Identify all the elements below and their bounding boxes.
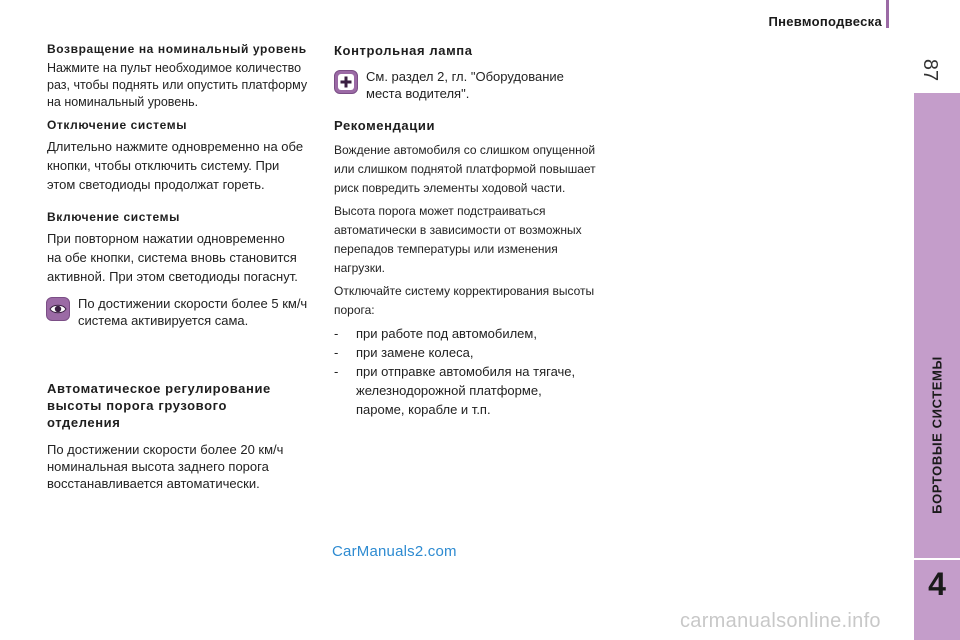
section-text: При повторном нажатии одновременно на обе кнопки, система вновь становится активной. При этом светодиоды погаснут. <box>47 231 298 284</box>
section-nominal-level <box>47 42 327 111</box>
section-title: Автоматическое регулирование высоты порога грузового отделения <box>47 381 271 430</box>
rec-bullet-list <box>334 324 614 419</box>
section-auto-threshold <box>47 380 327 492</box>
recommendations-body <box>334 141 614 419</box>
section-title: Включение системы <box>47 210 180 224</box>
watermark-carmanualsonline: carmanualsonline.info <box>680 610 881 632</box>
chapter-title: Пневмоподвеска <box>768 14 882 29</box>
section-title-recommendations: Рекомендации <box>334 118 436 133</box>
section-text: Нажмите на пульт необходимое количество раз, чтобы поднять или опустить платформу на номинальный уровень. <box>47 61 308 109</box>
section-title: Отключение системы <box>47 118 188 132</box>
note-speed-activation: По достижении скорости более 5 км/ч система активируется сама. <box>78 296 308 328</box>
side-tab-divider <box>912 558 960 560</box>
rec-paragraph-2: Высота порога может подстраиваться автоматически в зависимости от возможных перепадов температуры или изменения нагрузки. <box>334 204 582 275</box>
plus-icon <box>334 70 358 94</box>
section-enable-system <box>47 210 327 286</box>
header-rule <box>886 0 889 28</box>
eye-icon <box>46 297 70 321</box>
watermark-carmanuals2[interactable]: CarManuals2.com <box>332 543 457 560</box>
rec-paragraph-1: Вождение автомобиля со слишком опущенной или слишком поднятой платформой повышает риск повредить элементы ходовой части. <box>334 143 596 195</box>
section-disable-system <box>47 118 327 194</box>
chapter-number: 4 <box>928 566 946 602</box>
rec-paragraph-3: Отключайте систему корректирования высоты порога: <box>334 284 595 317</box>
section-text: Длительно нажмите одновременно на обе кнопки, чтобы отключить систему. При этом светодиоды продолжат гореть. <box>47 139 304 192</box>
list-item: - при отправке автомобиля на тягаче, железнодорожной платформе, пароме, корабле и т.п. <box>334 364 576 417</box>
section-title-lamp: Контрольная лампа <box>334 43 473 58</box>
side-tab-title: БОРТОВЫЕ СИСТЕМЫ <box>929 356 945 514</box>
list-item: - при замене колеса, <box>334 345 474 360</box>
lamp-reference: См. раздел 2, гл. "Оборудование места водителя". <box>366 69 564 101</box>
list-item: - при работе под автомобилем, <box>334 326 537 341</box>
page-number: 87 <box>919 58 941 82</box>
section-title: Возвращение на номинальный уровень <box>47 42 307 56</box>
side-title-container <box>914 320 960 550</box>
section-text: По достижении скорости более 20 км/ч номинальная высота заднего порога восстанавливается автоматически. <box>47 442 284 491</box>
